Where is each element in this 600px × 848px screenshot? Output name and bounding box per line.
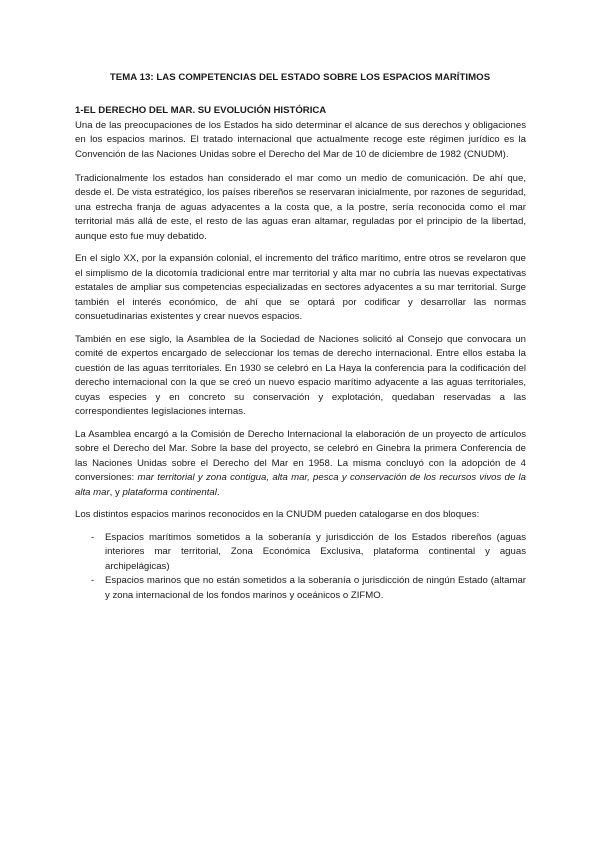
section-heading: 1-EL DERECHO DEL MAR. SU EVOLUCIÓN HISTÓRICA (75, 105, 327, 116)
list-item-text: Espacios marinos que no están sometidos a la soberanía o jurisdicción de ningún Estado (altamar y zona internacional de los fondos marinos y oceánicos o ZIFMO. (105, 575, 526, 601)
list-item-text: Espacios marítimos sometidos a la soberanía y jurisdicción de los Estados ribereños (aguas interiores mar territorial, Zona Económica Exclusiva, plataforma continental y aguas archipelágicas) (105, 531, 526, 572)
dash-bullet: - (91, 575, 95, 586)
document-title: TEMA 13: LAS COMPETENCIAS DEL ESTADO SOBRE LOS ESPACIOS MARÍTIMOS (109, 72, 491, 83)
paragraph-5-text-end: . (216, 486, 220, 498)
spaces-list (75, 531, 526, 604)
paragraph-3: En el siglo XX, por la expansión colonial, el incremento del tráfico marítimo, entre otros se revelaron que el simplismo de la dicotomía tradicional entre mar territorial y alta mar no cubría las nuevas expectativas estatales de ampliar sus competencias especializadas en sectores adyacentes a su mar territorial. Surge también el interés económico, de ahí que se optará por codificar y desarrollar las normas consuetudinarias existentes y crear nuevos espacios. (75, 253, 526, 322)
paragraph-6: Los distintos espacios marinos reconocidos en la CNUDM pueden catalogarse en dos bloques: (75, 509, 480, 520)
paragraph-5-text-middle: , y (109, 486, 123, 498)
paragraph-5-italic-conventions: mar territorial y zona contigua, alta mar, pesca y conservación de los recursos vivos de la alta mar (75, 472, 526, 498)
paragraph-5-text-start: La Asamblea encargó a la Comisión de Derecho Internacional la elaboración de un proyecto de artículos sobre el Derecho del Mar. Sobre la base del proyecto, se celebró en Ginebra la primera Conferencia de las Naciones Unidas sobre el Derecho del Mar en 1958. La misma concluyó con la adopción de 4 conversiones: (75, 428, 526, 483)
paragraph-4: También en ese siglo, la Asamblea de la Sociedad de Naciones solicitó al Consejo que convocara un comité de expertos encargado de seleccionar los temas de derecho internacional. Entre ellos estaba la cuestión de las aguas territoriales. En 1930 se celebró en La Haya la conferencia para la codificación del derecho internacional con la que se creó un nuevo espacio marítimo adyacente a las aguas territoriales, cuyas especies y en concreto su conservación y explotación, quedaban reservadas a las correspondientes legislaciones internas. (75, 333, 526, 417)
paragraph-2: Tradicionalmente los estados han considerado el mar como un medio de comunicación. De ahí que, desde el. De vista estratégico, los países ribereños se reservaran inicialmente, por razones de seguridad, una estrecha franja de aguas adyacentes a la costa que, a la postre, sería reconocida como el mar territorial más allá de este, el resto de las aguas eran altamar, reguladas por el principio de la libertad, aunque esto fue muy debatido. (75, 172, 526, 242)
paragraph-5-italic-platform: plataforma continental (122, 486, 217, 498)
list-item (75, 531, 526, 575)
paragraph-5 (75, 428, 526, 501)
dash-bullet: - (91, 531, 95, 543)
document-body (75, 104, 526, 603)
paragraph-1: Una de las preocupaciones de los Estados ha sido determinar el alcance de sus derechos y obligaciones en los espacios marinos. El tratado internacional que actualmente recoge este régimen jurídico es la Convención de las Naciones Unidas sobre el Derecho del Mar de 10 de diciembre de 1982 (CNUDM). (75, 119, 526, 160)
list-item (75, 574, 526, 603)
